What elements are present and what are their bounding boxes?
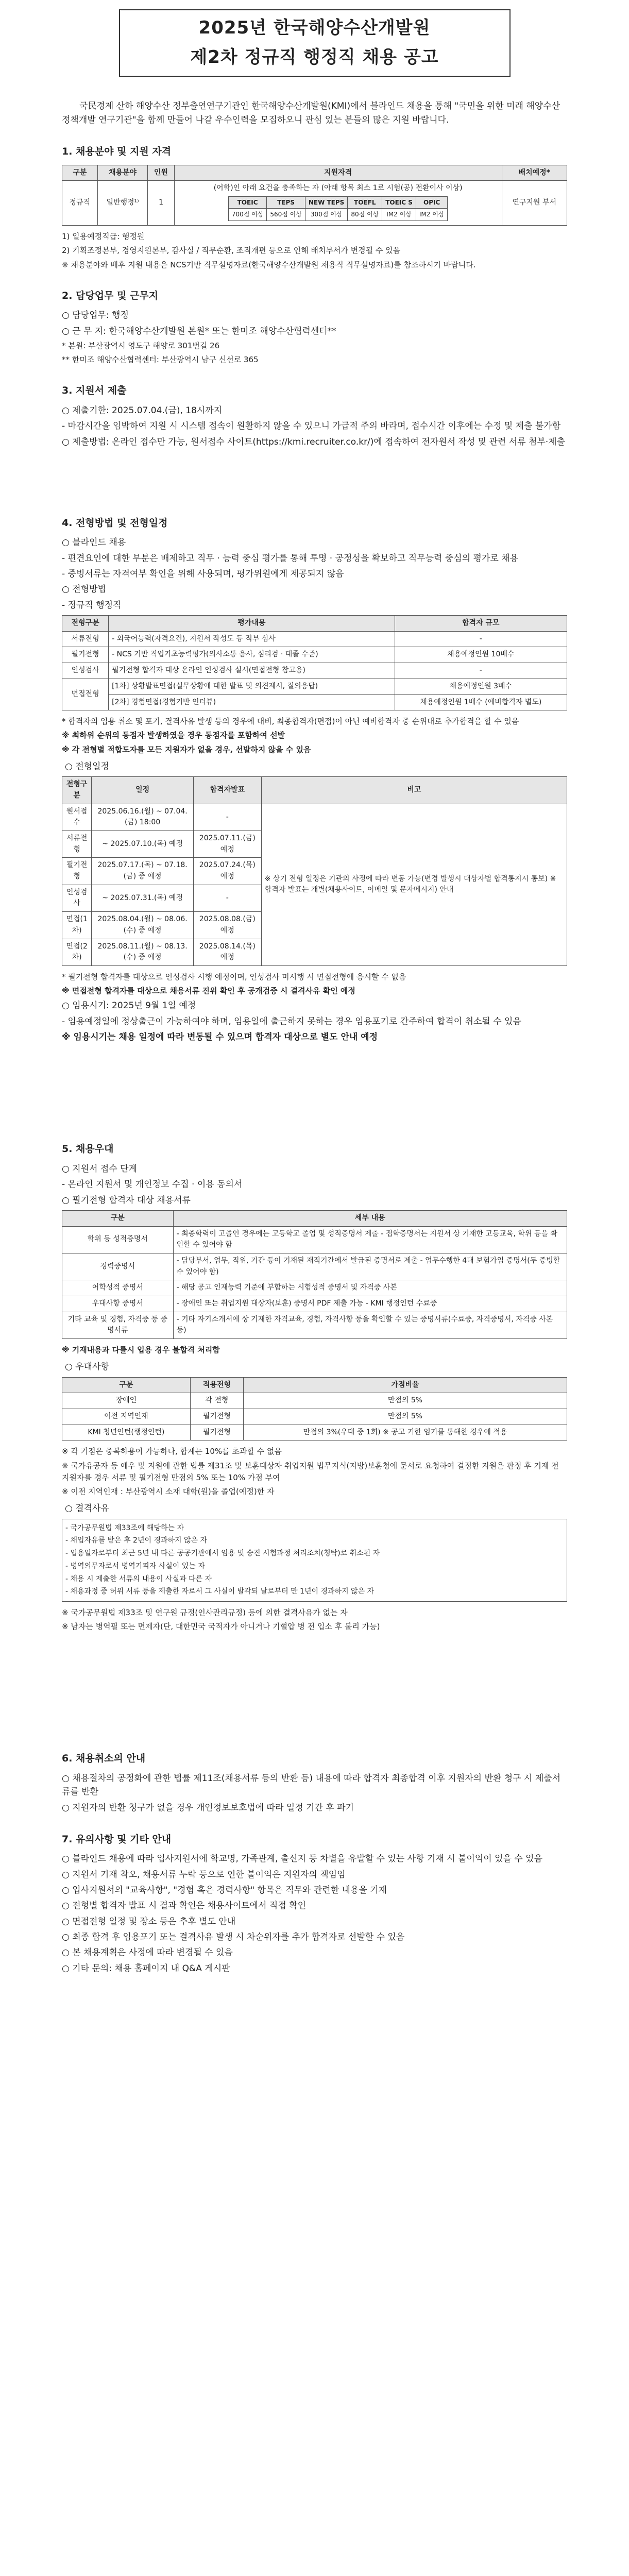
table-row	[62, 1296, 567, 1312]
table-cell: 인성검사	[62, 885, 92, 911]
table-row	[62, 1425, 567, 1440]
table-row	[62, 631, 567, 647]
table-row	[62, 694, 567, 710]
table-header: 배치예정*	[502, 165, 567, 181]
table-cell: - NCS 기반 직업기초능력평가(의사소통 음사, 심리검 · 대졸 수준)	[109, 647, 395, 663]
table-cell: - 장애인 또는 취업지원 대상자(보훈) 증명서 PDF 제출 가능 - KMI 행정인턴 수료증	[173, 1296, 567, 1312]
table-header: 전형구분	[62, 616, 109, 632]
table-cell: 필기전형	[190, 1409, 243, 1425]
table-cell: 만점의 5%	[243, 1409, 567, 1425]
row-qualification	[174, 181, 502, 226]
intro-text: 국民경제 산하 해양수산 정부출연연구기관인 한국해양수산개발원(KMI)에서 블라인드 채용을 통해 "국민을 위한 미래 해양수산 정책개발 연구기관"을 함께 만들어 나갈 우수인력을 모집하오니 관심 있는 분들의 많은 지원 바랍니다.	[62, 101, 560, 125]
table-cell: 2025.07.17.(목) ~ 07.18.(금) 중 예정	[92, 858, 194, 885]
table-cell: 우대사항 증명서	[62, 1296, 174, 1312]
table-cell: 2025.08.11.(월) ~ 08.13.(수) 중 예정	[92, 939, 194, 965]
table-cell: -	[395, 631, 567, 647]
list-item: ○ 지원서 기재 착오, 채용서류 누락 등으로 인한 불이익은 지원자의 책임임	[62, 1869, 346, 1880]
table-header: 지원자격	[174, 165, 502, 181]
list-item: - 채입자유를 받은 후 2년이 경과하지 않은 자	[65, 1536, 208, 1545]
documents-note: ※ 기재내용과 다를시 입용 경우 불합격 처리함	[62, 1345, 220, 1355]
table-row	[62, 1280, 567, 1296]
table-header: 구분	[62, 165, 98, 181]
score-value: IM2 이상	[382, 209, 416, 221]
table-cell: 2025.08.04.(월) ~ 08.06.(수) 중 예정	[92, 912, 194, 939]
qualification-text: (어학)인 아래 요건을 충족하는 자 (아래 항목 최소 1로 시험(공) 전환이사 이상)	[213, 184, 463, 193]
list-item: - 증빙서류는 자격여부 확인을 위해 사용되며, 평가위원에게 제공되지 않음	[62, 569, 344, 580]
note-item: ※ 면접전형 합격자를 대상으로 채용서류 진위 확인 후 공개검증 시 결격사유 확인 예정	[62, 986, 355, 996]
table-cell: [1차] 상황발표면접(실무상황에 대한 발표 및 의견제시, 질의응답)	[109, 679, 395, 694]
table-row	[62, 647, 567, 663]
list-item: - 임용예정일에 정상출근이 가능하여야 하며, 임용일에 출근하지 못하는 경우 임용포기로 간주하여 합격이 취소될 수 있음	[62, 1016, 521, 1027]
disqualification-heading: ○ 결격사유	[65, 1503, 109, 1514]
note-item: ※ 채용분야와 배후 지원 내용은 NCS기반 직무설명자료(한국해양수산개발원 채용직 직무설명자료)를 참조하시기 바랍니다.	[62, 260, 476, 269]
note-item: ※ 국가유공자 등 예우 및 지원에 관한 법률 제31조 및 보훈대상자 취업지원 법무지식(지방)보훈청에 문서로 요청하여 결정한 지원은 판정 후 기재 전 지원자를 경우 서류 및 필기전형 만점의 5% 또는 10% 가점 부여	[62, 1461, 559, 1482]
list-item: - 채용과정 중 허위 서류 등을 제출한 자로서 그 사실이 발각되 날로부터 만 1년이 경과하지 않은 자	[65, 1587, 375, 1596]
qualification-table	[62, 165, 567, 226]
list-item: ○ 최종 합격 후 임용포기 또는 결격사유 발생 시 차순위자를 추가 합격자로 선발할 수 있음	[62, 1932, 405, 1943]
table-header: 합격자 규모	[395, 616, 567, 632]
table-cell: [2차] 경험면접(경험기반 인터뷰)	[109, 694, 395, 710]
table-header: 합격자발표	[193, 777, 261, 804]
title-box	[119, 9, 511, 77]
section-4-blind	[62, 536, 567, 612]
table-row	[62, 663, 567, 679]
section-2-list	[62, 309, 567, 366]
table-cell: - 외국어능력(자격요건), 지원서 작성도 등 적부 심사	[109, 631, 395, 647]
list-item: - 입용일자로부터 최근 5년 내 다른 공공기관에서 임용 및 승진 시험과정 처리조치(청탁)로 취소된 자	[65, 1549, 380, 1558]
table-cell: 서류전형	[62, 631, 109, 647]
table-row	[62, 1312, 567, 1338]
list-item: ○ 제출방법: 온라인 접수만 가능, 원서접수 사이트(https://kmi.recruiter.co.kr/)에 접속하여 전자원서 작성 및 관련 서류 첨부·제출	[62, 436, 566, 447]
table-cell: 필기전형	[62, 858, 92, 885]
row-group: 정규직	[62, 181, 98, 226]
score-value: 80점 이상	[348, 209, 382, 221]
table-header: 구분	[62, 1210, 174, 1226]
score-value: IM2 이상	[416, 209, 448, 221]
list-item: ○ 채용절차의 공정화에 관한 법률 제11조(채용서류 등의 반환 등) 내용에 따라 합격자 최종합격 이후 지원자의 반환 청구 시 제출서류를 반환	[62, 1773, 561, 1798]
score-value: 700점 이상	[228, 209, 267, 221]
table-cell: 경력증명서	[62, 1253, 174, 1280]
list-item: ○ 기타 문의: 채용 홈페이지 내 Q&A 게시판	[62, 1963, 230, 1974]
table-cell: 서류전형	[62, 831, 92, 858]
table-row	[62, 1226, 567, 1253]
section-3-title: 3. 지원서 제출	[62, 385, 127, 397]
title-line1: 2025년 한국해양수산개발원	[198, 18, 431, 38]
table-cell: 면접전형	[62, 679, 109, 710]
list-item: ○ 입사지원서의 "교육사항", "경험 혹은 경력사항" 항목은 직무와 관련한 내용을 기재	[62, 1885, 387, 1895]
list-item: ○ 전형별 합격자 발표 시 결과 확인은 채용사이트에서 직접 확인	[62, 1901, 307, 1911]
note-item: ※ 각 기점은 중복하용이 가능하나, 합계는 10%를 초과할 수 없음	[62, 1447, 282, 1456]
table-cell: -	[395, 663, 567, 679]
table-cell: 면접(2차)	[62, 939, 92, 965]
table-cell: 필기전형	[190, 1425, 243, 1440]
note-item: * 합격자의 입용 취소 및 포기, 결격사유 발생 등의 경우에 대비, 최종합격자(면접)이 아닌 예비합격자 중 순위대로 추가합격을 할 수 있음	[62, 717, 519, 726]
disqualification-box	[62, 1519, 567, 1602]
schedule-table	[62, 776, 567, 966]
table-header: 인원	[148, 165, 174, 181]
score-value: 300점 이상	[305, 209, 347, 221]
list-item: - 채용 시 제출한 서류의 내용이 사실과 다른 자	[65, 1574, 212, 1583]
section-2-title: 2. 담당업무 및 근무지	[62, 290, 159, 301]
note-item: * 필기전형 합격자를 대상으로 인성검사 시행 예정이며, 인성검사 미시행 시 면접전형에 응시할 수 없음	[62, 972, 406, 981]
score-header: TOEIC	[228, 196, 267, 209]
section-6-list	[62, 1772, 567, 1815]
table-cell: 필기전형 합격자 대상 온라인 인성검사 실시(면접전형 참고용)	[109, 663, 395, 679]
table-cell: 채용예정인원 10배수	[395, 647, 567, 663]
table-cell: 기타 교육 및 경험, 자격증 등 증명서류	[62, 1312, 174, 1338]
table-header: 전형구분	[62, 777, 92, 804]
list-item: ○ 지원자의 반환 청구가 없을 경우 개인정보보호법에 따라 일정 기간 후 파기	[62, 1802, 354, 1813]
table-cell: 장애인	[62, 1393, 191, 1409]
schedule-remark: ※ 상기 전형 일정은 기관의 사정에 따라 변동 가능(변경 발생시 대상자별 합격통지시 통보) ※ 합격자 발표는 개별(채용사이트, 이메일 및 문자메시지) 안내	[261, 804, 567, 965]
table-cell: 2025.06.16.(월) ~ 07.04.(금) 18:00	[92, 804, 194, 831]
table-cell: 2025.07.24.(목) 예정	[193, 858, 261, 885]
table-header: 평가내용	[109, 616, 395, 632]
list-item: ○ 제출기한: 2025.07.04.(금), 18시까지	[62, 405, 223, 416]
disqualification-list	[62, 1519, 567, 1601]
list-item: - 마감시간을 임박하여 지원 시 시스템 접속이 원활하지 않을 수 있으니 가급적 주의 바라며, 접수시간 이후에는 수정 및 제출 불가함	[62, 421, 561, 432]
table-cell: 면접(1차)	[62, 912, 92, 939]
preference-heading: ○ 우대사항	[65, 1362, 109, 1372]
table-row	[62, 1253, 567, 1280]
section-3-list	[62, 404, 567, 449]
section-5-title: 5. 채용우대	[62, 1143, 114, 1155]
score-header: NEW TEPS	[305, 196, 347, 209]
list-item: ○ 필기전형 합격자 대상 채용서류	[62, 1195, 191, 1206]
list-item: * 본원: 부산광역시 영도구 해양로 301번길 26	[62, 341, 220, 350]
table-header: 적용전형	[190, 1377, 243, 1393]
table-cell: 이전 지역인재	[62, 1409, 191, 1425]
section-6-title: 6. 채용취소의 안내	[62, 1753, 146, 1765]
list-item: - 편견요인에 대한 부분은 배제하고 직무 · 능력 중심 평가를 통해 투명 · 공정성을 확보하고 직무능력 중심의 평가로 채용	[62, 553, 519, 564]
section-7-list	[62, 1852, 567, 1975]
table-row	[62, 1409, 567, 1425]
list-item: ○ 면접전형 일정 및 장소 등은 추후 별도 안내	[62, 1916, 236, 1927]
table-cell: - 해당 공고 인재능력 기준에 부합하는 시험성적 증명서 및 자격증 사본	[173, 1280, 567, 1296]
title-line2: 제2차 정규직 행정직 채용 공고	[190, 46, 439, 67]
method-notes	[62, 716, 567, 756]
table-cell: -	[193, 885, 261, 911]
documents-table	[62, 1210, 567, 1339]
table-cell: 채용예정인원 3배수	[395, 679, 567, 694]
list-item: - 병역의무자로서 병역기피자 사실이 있는 자	[65, 1562, 205, 1570]
section-4-title: 4. 전형방법 및 전형일정	[62, 517, 168, 529]
table-row	[62, 1393, 567, 1409]
note-item: 2) 기획조정본부, 경영지원본부, 감사실 / 직무순환, 조직개편 등으로 인해 배치부서가 변경될 수 있음	[62, 246, 401, 256]
section-1-title: 1. 채용분야 및 지원 자격	[62, 146, 172, 158]
score-header: OPIC	[416, 196, 448, 209]
table-row	[62, 804, 567, 831]
table-cell: - 담당부서, 업무, 직위, 기간 등이 기재된 재직기간에서 발급된 증명서로 제출 - 업무수행한 4대 보험가입 증명서(두 증빙할 수 있어야 함)	[173, 1253, 567, 1280]
section-7-title: 7. 유의사항 및 기타 안내	[62, 1833, 172, 1845]
preference-table	[62, 1377, 567, 1441]
table-row	[62, 679, 567, 694]
table-cell: 각 전형	[190, 1393, 243, 1409]
table-header: 비고	[261, 777, 567, 804]
score-value: 560점 이상	[267, 209, 305, 221]
table-cell: - 최종학력이 고졸인 경우에는 고등학교 졸업 및 성적증명서 제출 - 접학증명서는 지원서 상 기재한 고등교육, 학위 등을 확인할 수 있어야 함	[173, 1226, 567, 1253]
score-header: TOEIC S	[382, 196, 416, 209]
table-cell: 2025.07.11.(금) 예정	[193, 831, 261, 858]
note-item: ※ 남자는 병역필 또는 면제자(단, 대한민국 국적자가 아니거나 기혈압 병 전 입소 후 불리 가능)	[62, 1622, 380, 1632]
list-item: ○ 블라인드 채용	[62, 537, 126, 548]
list-item: ○ 전형방법	[62, 584, 106, 595]
section-1-notes	[62, 231, 567, 271]
table-cell: KMI 청년인턴(행정인턴)	[62, 1425, 191, 1440]
row-field: 일반행정¹⁾	[97, 181, 148, 226]
table-header: 가점비율	[243, 1377, 567, 1393]
table-cell: ~ 2025.07.10.(목) 예정	[92, 831, 194, 858]
list-item: ※ 임용시기는 채용 일정에 따라 변동될 수 있으며 합격자 대상으로 별도 안내 예정	[62, 1032, 378, 1043]
table-cell: 채용예정인원 1배수 (예비합격자 별도)	[395, 694, 567, 710]
table-cell: 만점의 3%(우대 중 1회) ※ 공고 기한 임기를 통해한 경우에 적용	[243, 1425, 567, 1440]
list-item: ○ 담당업무: 행정	[62, 310, 129, 321]
score-header: TEPS	[267, 196, 305, 209]
list-item: - 온라인 지원서 및 개인정보 수집 · 이용 동의서	[62, 1179, 243, 1190]
table-cell: 2025.08.08.(금) 예정	[193, 912, 261, 939]
table-cell: 원서접수	[62, 804, 92, 831]
table-cell: 필기전형	[62, 647, 109, 663]
list-item: ** 한미조 해양수산협력센터: 부산광역시 남구 신선로 365	[62, 355, 259, 365]
table-cell: -	[193, 804, 261, 831]
schedule-notes	[62, 971, 567, 997]
row-place: 연구지원 부서	[502, 181, 567, 226]
note-item: ※ 국가공무원법 제33조 및 연구원 규정(인사관리규정) 등에 의한 결격사유가 없는 자	[62, 1607, 348, 1617]
disqualification-notes	[62, 1607, 567, 1633]
section-5-list	[62, 1162, 567, 1207]
table-cell: 학위 등 성적증명서	[62, 1226, 174, 1253]
list-item: ○ 블라인드 채용에 따라 입사지원서에 학교명, 가족관계, 출신지 등 차별을 유발할 수 있는 사항 기재 시 불이익이 있을 수 있음	[62, 1854, 542, 1865]
table-header: 일정	[92, 777, 194, 804]
note-item: ※ 각 전형별 적합도자를 모든 지원자가 없을 경우, 선발하지 않을 수 있음	[62, 744, 311, 754]
language-score-table	[228, 196, 448, 221]
schedule-heading: ○ 전형일정	[65, 761, 109, 772]
score-header: TOEFL	[348, 196, 382, 209]
table-header: 채용분야	[97, 165, 148, 181]
list-item: ○ 본 채용계획은 사정에 따라 변경될 수 있음	[62, 1947, 233, 1958]
table-cell: 2025.08.14.(목) 예정	[193, 939, 261, 965]
table-cell: 어학성적 증명서	[62, 1280, 174, 1296]
preference-notes	[62, 1446, 567, 1498]
note-item: 1) 일용예정직급: 행정원	[62, 232, 145, 242]
list-item: ○ 지원서 접수 단계	[62, 1163, 137, 1174]
table-cell: 만점의 5%	[243, 1393, 567, 1409]
list-item: - 정규직 행정직	[62, 600, 122, 611]
table-header: 구분	[62, 1377, 191, 1393]
table-cell: 인성검사	[62, 663, 109, 679]
table-cell: ~ 2025.07.31.(목) 예정	[92, 885, 194, 911]
selection-method-table	[62, 615, 567, 710]
list-item: ○ 임용시기: 2025년 9월 1일 예정	[62, 1001, 196, 1011]
list-item: ○ 근 무 지: 한국해양수산개발원 본원* 또는 한미조 해양수산협력센터**	[62, 326, 336, 336]
note-item: ※ 이전 지역인재 : 부산광역시 소재 대학(원)을 졸업(예정)한 자	[62, 1487, 275, 1497]
list-item: - 국가공무원법 제33조에 해당하는 자	[65, 1523, 184, 1532]
note-item: ※ 최하위 순위의 동점자 발생하였을 경우 동점자를 포함하여 선발	[62, 731, 285, 740]
table-cell: - 기타 자기소개서에 상 기재한 자격교육, 경험, 자격사항 등을 확인할 수 있는 증명서류(수료증, 자격증명서, 자격증 사본 등)	[173, 1312, 567, 1338]
row-count: 1	[148, 181, 174, 226]
appointment-info	[62, 999, 567, 1044]
table-header: 세부 내용	[173, 1210, 567, 1226]
